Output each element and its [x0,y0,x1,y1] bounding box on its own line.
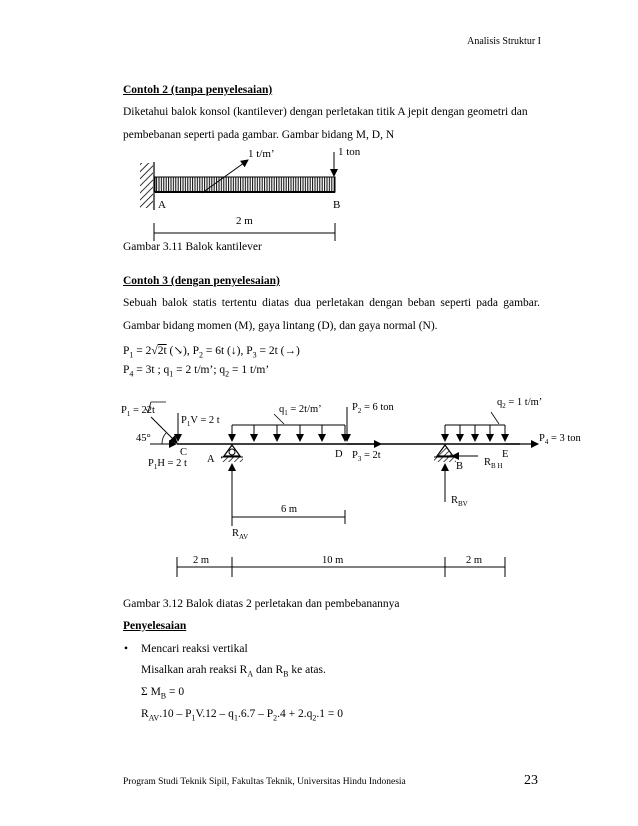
example2-text-line1: Diketahui balok konsol (kantilever) dengan perletakan titik A jepit dengan geometri dan [123,106,528,118]
footer-text: Program Studi Teknik Sipil, Fakultas Teknik, Universitas Hindu Indonesia [123,777,406,787]
fig2-rbh-label: $R_{B H}$ [484,457,503,470]
fig2-p1-label: $P_1 = 22t$ [121,405,155,418]
p1-arrow [151,417,177,443]
solution-assume: Misalkan arah reaksi $R_A$ dan $R_B$ ke atas. [141,664,326,679]
example3-text-line2: Gambar bidang momen (M), gaya lintang (D), dan gaya normal (N). [123,320,438,332]
fig1-load-p: 1 ton [338,146,361,158]
example3-loads-line2: $P_4 = 3t$ ; $q_1 = 2$ t/m’; $q_2 = 1$ t/m’ [123,364,270,379]
q2-load [445,412,505,441]
fig2-label-c: C [180,447,188,458]
fig2-label-e: E [502,449,509,460]
solution-equation: $R_{AV}.10 - P_1V.12 - q_1.6.7 - P_2.4 + 2.q_2.1 = 0$ [141,708,343,723]
fig1-label-b: B [333,199,341,211]
angle-arc [162,433,166,444]
fig2-p1v-label: $P_1V = 2$ t [181,415,220,428]
fig2-label-d: D [335,449,343,460]
distributed-load-block [155,177,335,192]
fig2-rav-label: $R_{AV}$ [232,528,249,541]
figure-3-12-caption: Gambar 3.12 Balok diatas 2 perletakan dan pembebanannya [123,598,400,610]
fig2-q2-label: $q_2 = 1$ t/m’ [497,397,543,410]
fig2-rbv-label: $R_{BV}$ [451,495,468,508]
support-b-pin [434,445,456,462]
fig2-label-a: A [207,454,215,465]
example3-text-line1: Sebuah balok statis tertentu diatas dua perletakan dengan beban seperti pada gambar. [123,297,540,309]
example2-heading: Contoh 2 (tanpa penyelesaian) [123,84,273,96]
fig2-q1-label: $q_1 = 2t/m$’ [279,404,322,417]
solution-sum-moment: Σ $M_B = 0$ [141,686,185,701]
solution-bullet: • [124,643,129,655]
fig2-p2-label: $P_2 = 6$ ton [352,402,394,415]
fig1-span: 2 m [236,215,253,227]
fig1-label-a: A [158,199,166,211]
solution-item1: Mencari reaksi vertikal [141,643,248,655]
example3-heading: Contoh 3 (dengan penyelesaian) [123,275,280,287]
example3-loads-line1: $P_1 = 2√2t$ (↘), $P_2 = 6t$ (↓), $P_3 = 2t$ (→) [123,345,300,360]
fig2-p4-label: $P_4 = 3$ ton [539,433,581,446]
example2-text-line2: pembebanan seperti pada gambar. Gambar bidang M, D, N [123,129,395,141]
figure-simple-beam [121,397,582,577]
fixed-support-wall [140,162,154,210]
fig2-p1h-label: $P_1H = 2$ t [148,458,187,471]
running-header: Analisis Struktur I [467,36,541,47]
solution-heading: Penyelesaian [123,620,187,632]
page-number: 23 [524,773,538,788]
figure-3-11-caption: Gambar 3.11 Balok kantilever [123,241,262,253]
fig2-dim-2m-right: 2 m [466,555,483,566]
fig2-label-b: B [456,461,464,472]
fig2-dim-10m: 10 m [322,555,344,566]
fig2-angle-label: 45° [136,433,151,444]
q1-load [232,414,345,441]
fig2-dim-2m-left: 2 m [193,555,210,566]
fig2-dim-6m: 6 m [281,504,298,515]
fig1-load-q: 1 t/m’ [248,148,275,160]
support-a-pin [221,445,243,462]
fig2-p3-label: $P_3 = 2t$ [352,450,381,463]
